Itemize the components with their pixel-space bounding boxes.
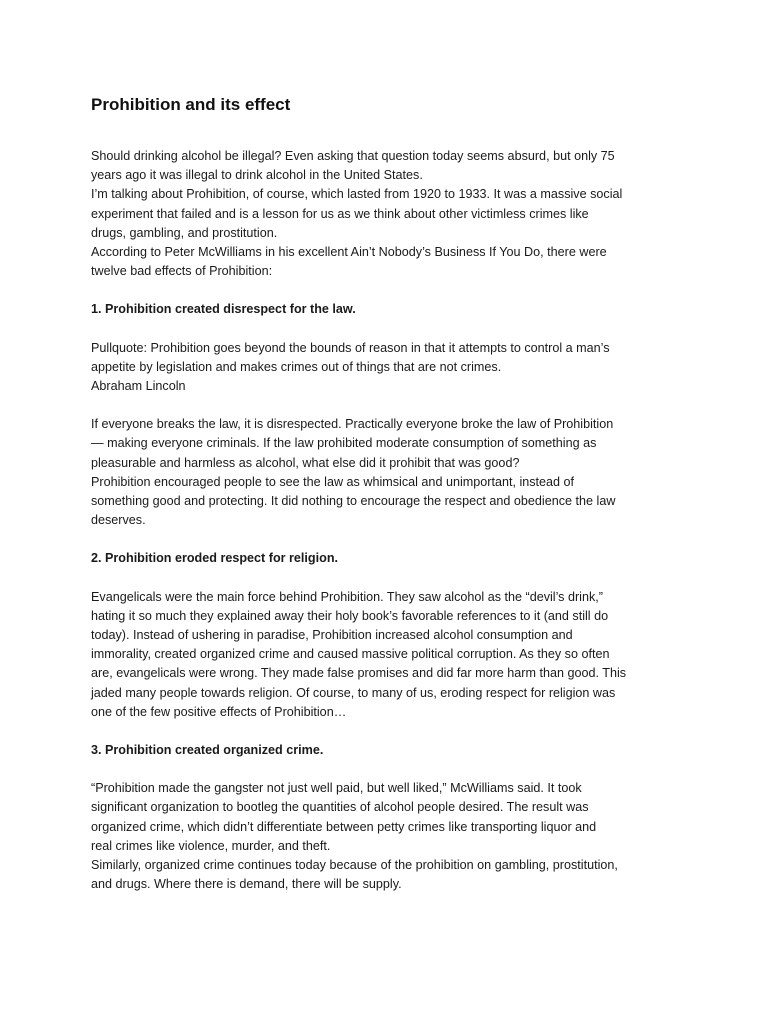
paragraph-line: drugs, gambling, and prostitution. xyxy=(91,225,278,240)
paragraph-line: and drugs. Where there is demand, there will be supply. xyxy=(91,877,402,892)
paragraph-line: Similarly, organized crime continues today because of the prohibition on gambling, prostitution, xyxy=(91,858,618,873)
paragraph-line: experiment that failed and is a lesson for us as we think about other victimless crimes like xyxy=(91,206,589,221)
paragraph-line: hating it so much they explained away their holy book’s favorable references to it (and still do xyxy=(91,608,609,623)
paragraph-line: Should drinking alcohol be illegal? Even asking that question today seems absurd, but only 75 xyxy=(91,149,615,163)
paragraph-line: Evangelicals were the main force behind Prohibition. They saw alcohol as the “devil’s drink,” xyxy=(91,589,603,604)
paragraph-line: real crimes like violence, murder, and theft. xyxy=(91,838,331,853)
paragraph-line: something good and protecting. It did nothing to encourage the respect and obedience the law xyxy=(91,494,616,509)
paragraph-line: deserves. xyxy=(91,513,146,528)
document-body xyxy=(91,92,679,914)
paragraph-line: According to Peter McWilliams in his excellent Ain’t Nobody’s Business If You Do, there were xyxy=(91,245,607,260)
document-blocks xyxy=(91,147,679,895)
paragraph xyxy=(91,588,679,722)
section-heading: 3. Prohibition created organized crime. xyxy=(91,743,324,758)
section-heading: 1. Prohibition created disrespect for the law. xyxy=(91,302,356,317)
paragraph-line: years ago it was illegal to drink alcohol in the United States. xyxy=(91,168,423,183)
paragraph-line: organized crime, which didn’t differentiate between petty crimes like transporting liquor and xyxy=(91,819,597,834)
paragraph-line: twelve bad effects of Prohibition: xyxy=(91,264,273,279)
paragraph-line: today). Instead of ushering in paradise, Prohibition increased alcohol consumption and xyxy=(91,628,573,643)
paragraph-line: Abraham Lincoln xyxy=(91,379,186,394)
paragraph xyxy=(91,339,679,397)
paragraph-line: immorality, created organized crime and caused massive political corruption. As they so often xyxy=(91,647,610,662)
paragraph-line: significant organization to bootleg the quantities of alcohol people desired. The result was xyxy=(91,800,589,815)
paragraph-line: Prohibition encouraged people to see the law as whimsical and unimportant, instead of xyxy=(91,474,575,489)
paragraph-line: appetite by legislation and makes crimes out of things that are not crimes. xyxy=(91,359,502,374)
paragraph-line: jaded many people towards religion. Of course, to many of us, eroding respect for religion was xyxy=(91,685,616,700)
paragraph-line: If everyone breaks the law, it is disrespected. Practically everyone broke the law of Prohibition xyxy=(91,417,614,432)
paragraph-line: are, evangelicals were wrong. They made false promises and did far more harm than good. This xyxy=(91,666,627,681)
paragraph-line: “Prohibition made the gangster not just well paid, but well liked,” McWilliams said. It took xyxy=(91,781,582,796)
paragraph-line: pleasurable and harmless as alcohol, what else did it prohibit that was good? xyxy=(91,455,520,470)
paragraph xyxy=(91,415,679,530)
section-heading: 2. Prohibition eroded respect for religion. xyxy=(91,551,339,566)
paragraph-line: — making everyone criminals. If the law prohibited moderate consumption of something as xyxy=(91,436,597,451)
paragraph-line: I’m talking about Prohibition, of course, which lasted from 1920 to 1933. It was a massive social xyxy=(91,187,623,202)
document-title: Prohibition and its effect xyxy=(91,95,291,114)
paragraph xyxy=(91,147,679,281)
paragraph-line: Pullquote: Prohibition goes beyond the bounds of reason in that it attempts to control a man’s xyxy=(91,340,610,355)
paragraph-line: one of the few positive effects of Prohibition… xyxy=(91,704,347,719)
paragraph xyxy=(91,779,679,894)
